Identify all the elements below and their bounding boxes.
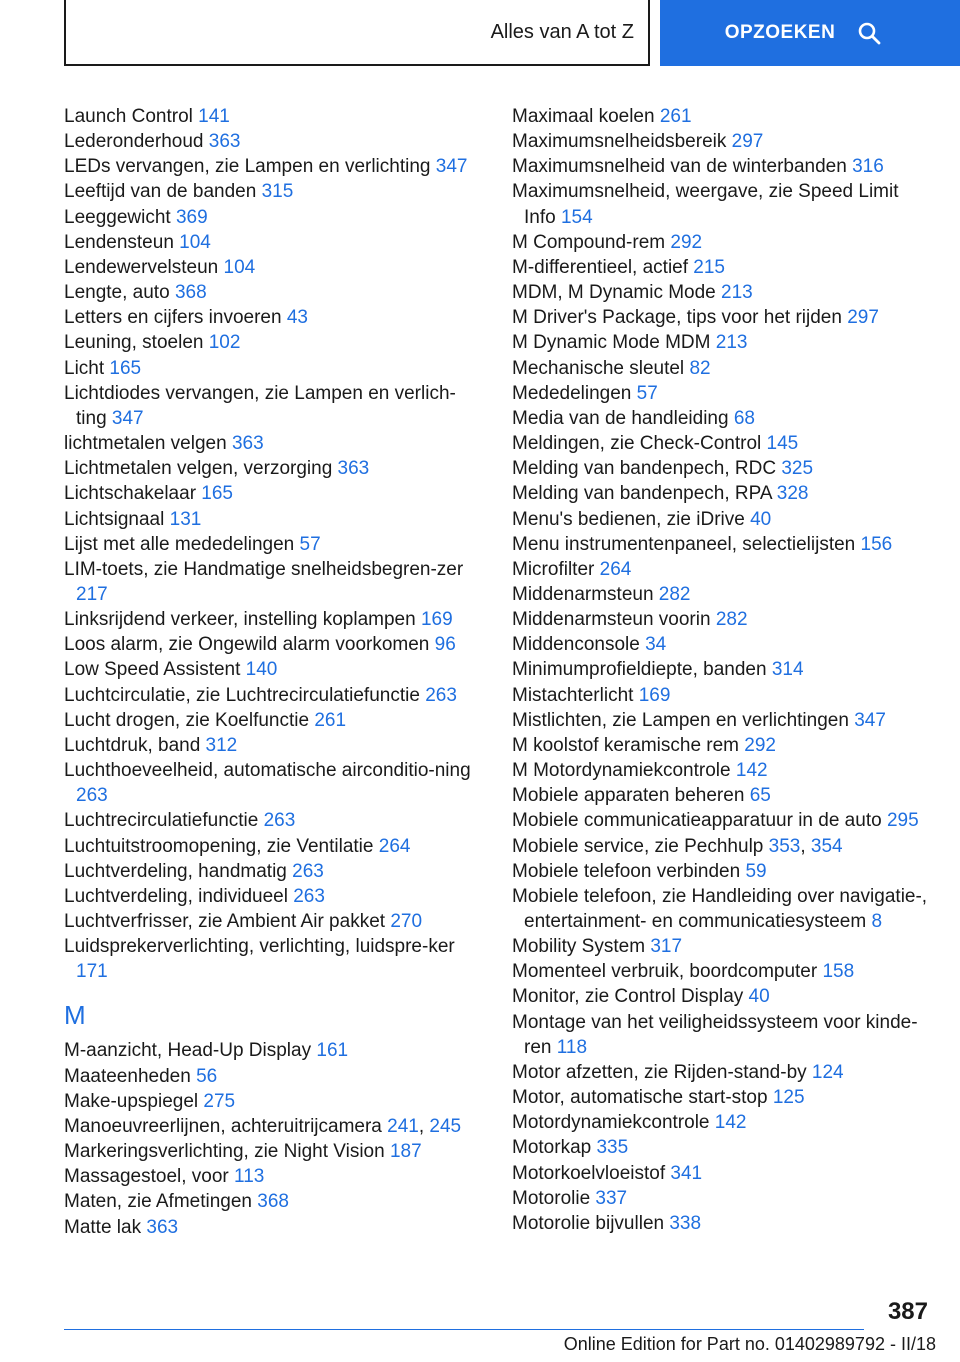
page-link[interactable]: 68 — [733, 407, 755, 429]
index-entry — [512, 1161, 932, 1186]
index-entry — [64, 808, 474, 833]
index-term: Lendewervelsteun — [64, 256, 224, 278]
page-link[interactable]: 312 — [205, 734, 238, 756]
page-link[interactable]: 131 — [169, 508, 202, 530]
page-separator: , — [800, 835, 811, 857]
index-entry — [512, 104, 932, 129]
index-term: Luchtverdeling, handmatig — [64, 860, 293, 882]
index-term: Microfilter — [512, 558, 600, 580]
index-entry — [512, 280, 932, 305]
index-term: Menu's bedienen, zie iDrive — [512, 508, 751, 530]
index-term: M Compound-rem — [512, 231, 671, 253]
index-term: Momenteel verbruik, boordcomputer — [512, 961, 823, 983]
index-entry — [512, 456, 932, 481]
section-letter-heading: M — [64, 1000, 86, 1031]
footer-divider — [64, 1329, 864, 1330]
index-term: Leuning, stoelen — [64, 332, 209, 354]
index-list-l — [64, 104, 474, 984]
index-term: M Motordynamiekcontrole — [512, 760, 736, 782]
index-term: Lendensteun — [64, 231, 180, 253]
index-entry — [512, 884, 932, 934]
index-term: Minimumprofieldiepte, banden — [512, 659, 772, 681]
page-link[interactable]: 217 — [76, 583, 108, 605]
index-entry — [64, 884, 474, 909]
page-link[interactable]: 368 — [174, 282, 207, 304]
index-term: Linksrijdend verkeer, instelling koplampen — [64, 609, 421, 631]
index-entry — [64, 330, 474, 355]
page-link[interactable]: 82 — [689, 357, 711, 379]
index-term: Mobiele telefoon, zie Handleiding over navigatie-, entertainment- en communicatiesysteem — [512, 885, 928, 932]
index-term: Licht — [64, 357, 110, 379]
index-entry — [64, 557, 474, 607]
index-term: Menu instrumentenpaneel, selectielijsten — [512, 533, 861, 555]
index-entry — [64, 507, 474, 532]
index-entry — [64, 934, 474, 984]
index-term: Maximaal koelen — [512, 106, 660, 127]
index-entry — [64, 431, 474, 456]
index-entry — [64, 1064, 474, 1089]
page-link[interactable]: 43 — [286, 307, 308, 329]
index-entry — [64, 708, 474, 733]
page-link[interactable]: 263 — [292, 860, 324, 882]
index-entry — [512, 129, 932, 154]
index-term: Low Speed Assistent — [64, 659, 246, 681]
index-entry — [64, 1089, 474, 1114]
index-entry — [512, 758, 932, 783]
index-entry — [512, 984, 932, 1009]
index-entry — [64, 909, 474, 934]
index-entry — [512, 1211, 932, 1236]
page-link[interactable]: 65 — [749, 785, 771, 807]
page-link[interactable]: 169 — [420, 609, 453, 631]
index-entry — [64, 733, 474, 758]
index-term: Melding van bandenpech, RDC — [512, 458, 782, 480]
page-link[interactable]: 59 — [745, 860, 767, 882]
page-link[interactable]: 363 — [231, 433, 264, 455]
page-separator: , — [418, 1115, 430, 1137]
index-term: Lijst met alle mededelingen — [64, 533, 300, 555]
page-link[interactable]: 328 — [776, 483, 809, 505]
index-entry — [512, 179, 932, 229]
page-link[interactable]: 263 — [76, 785, 108, 807]
index-entry — [64, 532, 474, 557]
page-link[interactable]: 154 — [560, 206, 593, 228]
index-entry — [512, 1060, 932, 1085]
index-term: Launch Control — [64, 106, 199, 127]
index-term: Maximumsnelheidsbereik — [512, 131, 732, 153]
index-term: Leeggewicht — [64, 206, 176, 228]
index-term: Media van de handleiding — [512, 407, 734, 429]
page-link[interactable]: 124 — [811, 1061, 844, 1083]
index-entry — [512, 154, 932, 179]
page-link[interactable]: 263 — [425, 684, 457, 706]
index-entry — [64, 683, 474, 708]
index-term: Lichtmetalen velgen, verzorging — [64, 458, 338, 480]
page-link[interactable]: 158 — [822, 961, 855, 983]
page-link[interactable]: 34 — [645, 634, 667, 656]
page-link[interactable]: 264 — [599, 558, 632, 580]
index-column-right — [512, 104, 932, 1236]
page-link[interactable]: 275 — [203, 1090, 236, 1112]
index-term: Motor, automatische start-stop — [512, 1087, 773, 1109]
index-term: Motor afzetten, zie Rijden-stand-by — [512, 1061, 812, 1083]
index-term: M Driver's Package, tips voor het rijden — [512, 307, 848, 329]
index-term: Motordynamiekcontrole — [512, 1112, 715, 1134]
index-term: Luchtverfrisser, zie Ambient Air pakket — [64, 911, 391, 932]
index-term: Motorolie — [512, 1187, 596, 1209]
page-link[interactable]: 315 — [261, 181, 294, 203]
index-term: M Dynamic Mode MDM — [512, 332, 716, 354]
index-entry — [512, 1110, 932, 1135]
page-link[interactable]: 282 — [658, 583, 691, 605]
index-term: Motorolie bijvullen — [512, 1212, 670, 1234]
index-term: Luchthoeveelheid, automatische airconditio-ning — [64, 760, 471, 782]
page-link[interactable]: 261 — [659, 106, 692, 127]
index-entry — [64, 104, 474, 129]
top-bar — [0, 0, 960, 66]
page-link[interactable]: 297 — [731, 131, 764, 153]
index-term: Middenarmsteun voorin — [512, 609, 716, 631]
index-entry — [512, 607, 932, 632]
page-link[interactable]: 40 — [748, 986, 770, 1008]
page-link[interactable]: 213 — [721, 282, 753, 304]
index-entry — [64, 154, 474, 179]
index-term: Lichtsignaal — [64, 508, 170, 530]
page-link[interactable]: 363 — [337, 458, 370, 480]
page-link[interactable]: 282 — [715, 609, 748, 631]
index-term: Middenconsole — [512, 634, 646, 656]
index-term: Maten, zie Afmetingen — [64, 1191, 258, 1213]
index-entry — [64, 280, 474, 305]
index-entry — [64, 1215, 474, 1240]
index-entry — [512, 1135, 932, 1160]
index-term: Lichtdiodes vervangen, zie Lampen en verlich-ting — [64, 382, 456, 429]
index-term: Lucht drogen, zie Koelfunctie — [64, 709, 315, 731]
index-term: Mededelingen — [512, 382, 637, 404]
index-entry — [64, 607, 474, 632]
index-entry — [512, 305, 932, 330]
index-term: Lederonderhoud — [64, 131, 209, 153]
index-entry — [64, 758, 474, 808]
index-entry — [64, 1038, 474, 1063]
index-term: Luchtdruk, band — [64, 734, 206, 756]
index-entry — [64, 230, 474, 255]
index-term: Middenarmsteun — [512, 583, 659, 605]
page-link[interactable]: 213 — [715, 332, 748, 354]
index-term: Make-upspiegel — [64, 1090, 204, 1112]
index-entry — [512, 356, 932, 381]
index-term: Luchtrecirculatiefunctie — [64, 810, 264, 832]
page-link[interactable]: 165 — [201, 483, 233, 505]
page-link[interactable]: 165 — [109, 357, 142, 379]
page-link[interactable]: 354 — [810, 835, 843, 857]
page-link[interactable]: 369 — [175, 206, 208, 228]
index-term: Mistlichten, zie Lampen en verlichtingen — [512, 709, 855, 731]
index-term: Mobiele telefoon verbinden — [512, 860, 746, 882]
index-entry — [512, 1085, 932, 1110]
index-term: Matte lak — [64, 1216, 147, 1238]
index-term: Massagestoel, voor — [64, 1166, 235, 1188]
page-link[interactable]: 341 — [670, 1162, 703, 1184]
page-link[interactable]: 57 — [636, 382, 658, 404]
index-entry — [64, 1139, 474, 1164]
page-link[interactable]: 263 — [263, 810, 296, 832]
index-entry — [512, 406, 932, 431]
index-term: Melding van bandenpech, RPA — [512, 483, 777, 505]
index-entry — [512, 582, 932, 607]
page-link[interactable]: 363 — [146, 1216, 179, 1238]
index-entry — [512, 808, 932, 833]
index-entry — [64, 834, 474, 859]
index-entry — [64, 1164, 474, 1189]
index-term: Motorkap — [512, 1137, 597, 1159]
page-link[interactable]: 141 — [198, 106, 230, 127]
index-entry — [512, 532, 932, 557]
page-link[interactable]: 317 — [650, 936, 683, 958]
page-link[interactable]: 270 — [390, 911, 423, 932]
index-entry — [64, 381, 474, 431]
index-entry — [64, 657, 474, 682]
index-entry — [64, 255, 474, 280]
page-link[interactable]: 118 — [556, 1036, 588, 1058]
index-entry — [512, 330, 932, 355]
index-term: Mistachterlicht — [512, 684, 639, 706]
index-term: Luchtcirculatie, zie Luchtrecirculatiefunctie — [64, 684, 426, 706]
index-list-m — [64, 1038, 474, 1239]
index-entry — [512, 1186, 932, 1211]
index-term: Mobility System — [512, 936, 651, 958]
index-entry — [512, 834, 932, 859]
index-entry — [512, 481, 932, 506]
index-entry — [512, 255, 932, 280]
page-link[interactable]: 316 — [852, 156, 884, 178]
index-term: Montage van het veiligheidssysteem voor kinde-ren — [512, 1011, 918, 1058]
page-link[interactable]: 241 — [387, 1115, 419, 1137]
index-entry — [512, 683, 932, 708]
tab-index-label: Alles van A tot Z — [490, 20, 634, 43]
index-term: Monitor, zie Control Display — [512, 986, 749, 1008]
index-entry — [512, 557, 932, 582]
index-entry — [512, 708, 932, 733]
page-link[interactable]: 171 — [76, 961, 108, 983]
page-link[interactable]: 145 — [766, 433, 799, 455]
index-entry — [512, 783, 932, 808]
index-entry — [512, 934, 932, 959]
page-link[interactable]: 8 — [871, 911, 883, 932]
page-link[interactable]: 363 — [208, 131, 241, 153]
index-term: Manoeuvreerlijnen, achteruitrijcamera — [64, 1115, 388, 1137]
index-term: LIM-toets, zie Handmatige snelheidsbegren-zer — [64, 558, 464, 580]
index-term: M-differentieel, actief — [512, 256, 694, 278]
page-link[interactable]: 142 — [735, 760, 768, 782]
tab-search[interactable] — [660, 0, 960, 66]
page-link[interactable]: 57 — [299, 533, 321, 555]
page-link[interactable]: 292 — [670, 231, 703, 253]
index-entry — [64, 456, 474, 481]
page-link[interactable]: 96 — [434, 634, 456, 656]
page-link[interactable]: 102 — [208, 332, 241, 354]
page-link[interactable]: 295 — [886, 810, 919, 832]
index-entry — [64, 632, 474, 657]
index-term: Motorkoelvloeistof — [512, 1162, 671, 1184]
footer-edition: Online Edition for Part no. 01402989792 - II/18 — [563, 1334, 936, 1354]
index-term: Meldingen, zie Check-Control — [512, 433, 767, 455]
index-term: Mobiele service, zie Pechhulp — [512, 835, 769, 857]
tab-search-label: OPZOEKEN — [724, 22, 836, 43]
index-term: M koolstof keramische rem — [512, 734, 745, 756]
index-term: Luchtuitstroomopening, zie Ventilatie — [64, 835, 379, 857]
page-link[interactable]: 347 — [435, 156, 468, 178]
index-entry — [64, 305, 474, 330]
page-number: 387 — [887, 1298, 928, 1325]
page-link[interactable]: 113 — [234, 1166, 265, 1188]
page-link[interactable]: 325 — [781, 458, 814, 480]
page-link[interactable]: 215 — [693, 256, 725, 278]
index-term: Lichtschakelaar — [64, 483, 202, 505]
page-link[interactable]: 347 — [854, 709, 886, 731]
index-entry — [512, 859, 932, 884]
index-entry — [512, 657, 932, 682]
page-link[interactable]: 264 — [378, 835, 411, 857]
page-link[interactable]: 314 — [771, 659, 804, 681]
page-link[interactable]: 104 — [223, 256, 256, 278]
index-entry — [64, 356, 474, 381]
index-column-left — [64, 104, 474, 1240]
index-term: Mechanische sleutel — [512, 357, 690, 379]
index-term: LEDs vervangen, zie Lampen en verlichting — [64, 156, 436, 178]
index-entry — [64, 481, 474, 506]
index-entry — [64, 129, 474, 154]
page-link[interactable]: 125 — [772, 1087, 805, 1109]
index-entry — [512, 431, 932, 456]
page-link[interactable]: 297 — [847, 307, 879, 329]
page-link[interactable]: 56 — [196, 1065, 218, 1087]
index-term: Mobiele apparaten beheren — [512, 785, 750, 807]
page-link[interactable]: 338 — [669, 1212, 702, 1234]
index-term: Mobiele communicatieapparatuur in de auto — [512, 810, 887, 832]
index-entry — [512, 507, 932, 532]
index-entry — [512, 733, 932, 758]
index-term: Lengte, auto — [64, 282, 175, 304]
page-link[interactable]: 347 — [111, 407, 144, 429]
page-link[interactable]: 245 — [429, 1115, 462, 1137]
page-link[interactable]: 353 — [768, 835, 801, 857]
index-term: Luchtverdeling, individueel — [64, 885, 294, 907]
index-term: Luidsprekerverlichting, verlichting, luidspre-ker — [64, 936, 455, 958]
index-entry — [512, 230, 932, 255]
index-entry — [64, 1114, 474, 1139]
page-link[interactable]: 368 — [257, 1191, 289, 1213]
page-link[interactable]: 261 — [314, 709, 347, 731]
index-entry — [512, 1010, 932, 1060]
index-term: Leeftijd van de banden — [64, 181, 262, 203]
page-link[interactable]: 156 — [860, 533, 893, 555]
index-term: M-aanzicht, Head-Up Display — [64, 1040, 317, 1062]
search-icon — [857, 21, 881, 45]
page-link[interactable]: 104 — [179, 231, 211, 253]
page-link[interactable]: 187 — [389, 1141, 422, 1163]
index-term: Maximumsnelheid van de winterbanden — [512, 156, 853, 178]
index-term: lichtmetalen velgen — [64, 433, 232, 455]
index-entry — [64, 179, 474, 204]
index-term: Maateenheden — [64, 1065, 197, 1087]
index-term: MDM, M Dynamic Mode — [512, 282, 722, 304]
index-entry — [512, 959, 932, 984]
page-link[interactable]: 161 — [316, 1040, 349, 1062]
index-list-m-continued — [512, 104, 932, 1236]
page-link[interactable]: 335 — [596, 1137, 629, 1159]
page-link[interactable]: 263 — [293, 885, 325, 907]
index-entry — [64, 205, 474, 230]
page-link[interactable]: 142 — [714, 1112, 747, 1134]
index-entry — [512, 381, 932, 406]
index-term: Letters en cijfers invoeren — [64, 307, 287, 329]
index-entry — [64, 859, 474, 884]
index-term: Markeringsverlichting, zie Night Vision — [64, 1141, 390, 1163]
page-link[interactable]: 40 — [750, 508, 772, 530]
page-link[interactable]: 140 — [245, 659, 278, 681]
index-entry — [512, 632, 932, 657]
index-entry — [64, 1189, 474, 1214]
page-link[interactable]: 169 — [638, 684, 671, 706]
page-link[interactable]: 292 — [744, 734, 776, 756]
tab-index-a-z[interactable] — [64, 0, 650, 66]
index-term: Loos alarm, zie Ongewild alarm voorkomen — [64, 634, 435, 656]
page-link[interactable]: 337 — [595, 1187, 628, 1209]
index-term: Maximumsnelheid, weergave, zie Speed Limit Info — [512, 181, 899, 228]
